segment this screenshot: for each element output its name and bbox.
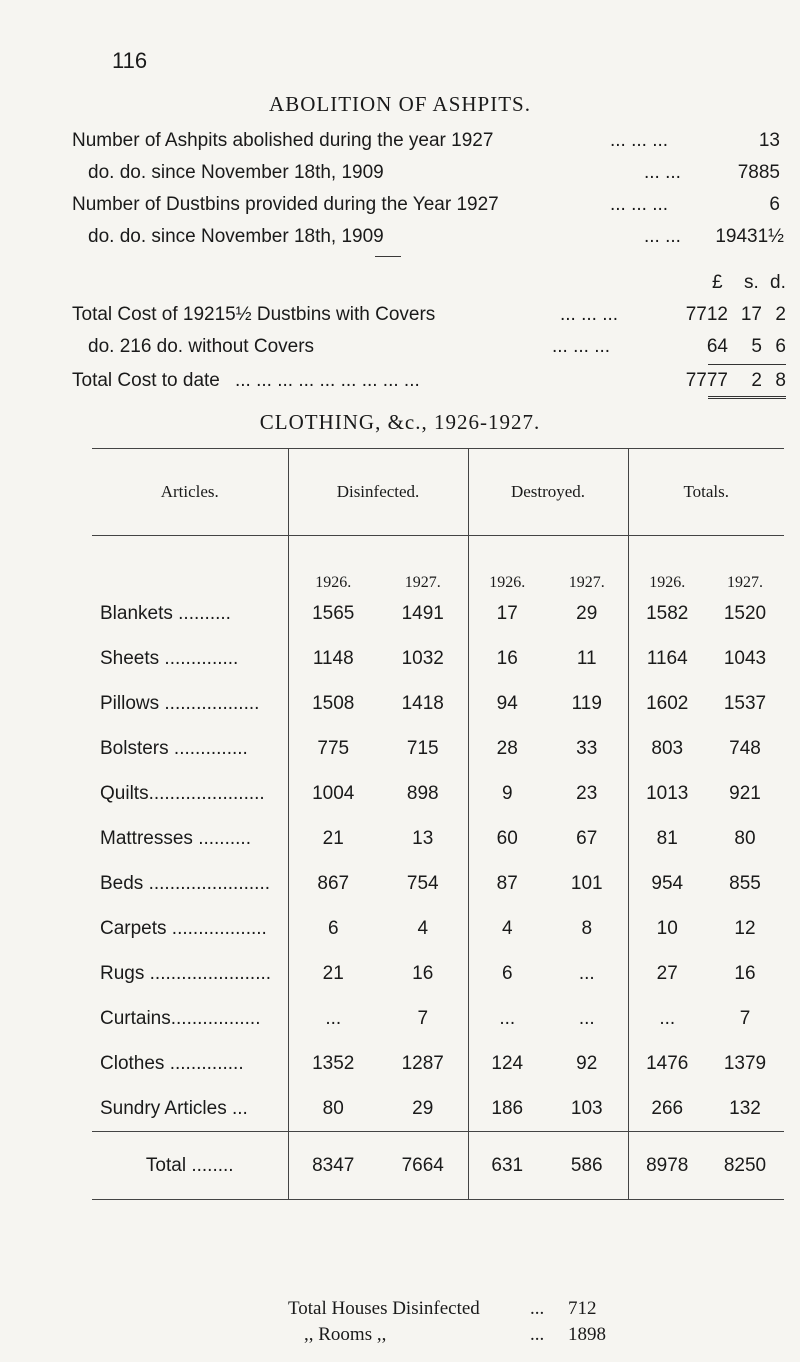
year-totals-1927: 1927. (727, 573, 763, 591)
table-cell: 21 (322, 828, 344, 849)
table-row (92, 772, 784, 817)
table-row (92, 727, 784, 772)
table-cell: ... (659, 1008, 676, 1029)
cost-line-1-pence: 2 (775, 304, 786, 325)
table-cell: 715 (378, 727, 468, 772)
table-cell: 29 (546, 592, 628, 637)
table-row (92, 1087, 784, 1132)
table-cell: 4 (378, 907, 468, 952)
article-label: Mattresses .......... (92, 817, 288, 862)
table-cell: 1043 (723, 648, 767, 669)
table-cell: 87 (496, 873, 518, 894)
table-cell: 803 (651, 738, 684, 759)
cost-line-1-label: Total Cost of 19215½ Dustbins with Covers (72, 304, 436, 325)
cost-total-dots: ... ... ... ... ... ... ... ... ... (235, 370, 420, 391)
ashpits-title: ABOLITION OF ASHPITS. (269, 92, 531, 116)
ashpits-line-1-value: 13 (758, 130, 780, 151)
table-cell: 92 (546, 1042, 628, 1087)
article-label: Clothes .............. (92, 1042, 288, 1087)
header-articles: Articles. (92, 449, 288, 536)
ashpits-line-4-dots: ... ... (644, 226, 681, 247)
table-cell: 67 (546, 817, 628, 862)
table-cell: 60 (496, 828, 518, 849)
table-cell: ... (546, 997, 628, 1042)
table-cell: 748 (729, 738, 761, 759)
table-cell: 80 (322, 1097, 344, 1119)
table-cell: 6 (327, 918, 339, 939)
table-row (92, 997, 784, 1042)
article-label: Quilts...................... (92, 772, 288, 817)
table-cell: 266 (651, 1097, 684, 1119)
year-destroyed-1926: 1926. (489, 573, 526, 591)
table-cell: 103 (546, 1087, 628, 1132)
table-cell: 921 (729, 783, 761, 804)
ashpits-line-3-dots: ... ... ... (610, 194, 669, 215)
total-value: 631 (468, 1132, 546, 1200)
table-cell: 16 (734, 963, 756, 984)
header-totals: Totals. (628, 449, 784, 536)
table-cell: 16 (378, 952, 468, 997)
year-disinfected-1927: 1927. (378, 536, 468, 592)
cost-line-1-pounds: 7712 (685, 304, 728, 325)
table-cell: 27 (656, 963, 678, 984)
table-cell: 1418 (378, 682, 468, 727)
table-cell: 124 (491, 1053, 524, 1074)
ashpits-line-4-label: do. do. since November 18th, 1909 (88, 226, 384, 247)
table-cell: 94 (496, 693, 518, 714)
year-row (92, 536, 784, 592)
cost-line-2-pounds: 64 (706, 336, 728, 357)
table-cell: 1491 (378, 592, 468, 637)
table-cell: 1352 (312, 1053, 355, 1074)
summary-houses-label: Total Houses Disinfected (288, 1298, 480, 1319)
table-cell: 1004 (312, 783, 355, 804)
ashpits-line-2-dots: ... ... (644, 162, 681, 183)
cost-line-1-dots: ... ... ... (560, 304, 619, 325)
article-label: Bolsters .............. (92, 727, 288, 772)
table-cell: 1537 (723, 693, 767, 714)
table-cell: 28 (496, 738, 518, 759)
table-cell: ... (546, 952, 628, 997)
table-cell: 12 (734, 918, 756, 939)
summary-rooms-label: ,, Rooms ,, (304, 1324, 387, 1345)
table-cell: 16 (496, 648, 518, 669)
cost-line-2-dots: ... ... ... (552, 336, 611, 357)
table-row (92, 907, 784, 952)
summary-houses-dots: ... (530, 1298, 545, 1319)
table-cell: ... (499, 1008, 516, 1029)
article-label: Sheets .............. (92, 637, 288, 682)
ashpits-line-1-label: Number of Ashpits abolished during the year 1927 (72, 130, 494, 151)
cost-subtotal-rule (708, 364, 786, 365)
table-cell: 21 (322, 963, 344, 984)
table-cell: 1520 (723, 603, 767, 624)
total-label: Total ........ (92, 1132, 288, 1200)
ashpits-line-2-value: 7885 (737, 162, 780, 183)
clothing-title: CLOTHING, &c., 1926-1927. (259, 410, 541, 434)
table-cell: 13 (378, 817, 468, 862)
header-destroyed: Destroyed. (468, 449, 628, 536)
article-label: Pillows .................. (92, 682, 288, 727)
table-cell: 855 (729, 873, 761, 894)
article-label: Sundry Articles ... (92, 1087, 288, 1132)
cost-total-label: Total Cost to date (72, 370, 220, 391)
table-cell: 867 (317, 873, 350, 894)
table-cell: 1582 (646, 603, 689, 624)
summary-rooms-value: 1898 (568, 1324, 606, 1345)
cost-total-pence: 8 (775, 370, 786, 391)
table-cell: 7 (739, 1008, 751, 1029)
table-cell: 80 (734, 828, 756, 849)
table-row (92, 592, 784, 637)
table-cell: 1476 (646, 1053, 689, 1074)
table-cell: 1032 (378, 637, 468, 682)
clothing-table (92, 448, 784, 1200)
page-number: 116 (112, 48, 148, 73)
table-cell: 29 (378, 1087, 468, 1132)
ashpits-line-2-label: do. do. since November 18th, 1909 (88, 162, 384, 183)
table-cell: 7 (378, 997, 468, 1042)
currency-shillings-header: s. (744, 272, 759, 293)
table-cell: 17 (496, 603, 518, 624)
table-cell: ... (325, 1008, 342, 1029)
total-value: 8250 (706, 1132, 784, 1200)
table-cell: 101 (546, 862, 628, 907)
table-cell: 954 (651, 873, 684, 894)
header-disinfected: Disinfected. (288, 449, 468, 536)
table-cell: 11 (546, 637, 628, 682)
ashpits-separator: —— (375, 248, 401, 263)
table-cell: 754 (378, 862, 468, 907)
summary-rooms-dots: ... (530, 1324, 545, 1345)
table-cell: 1164 (646, 648, 688, 669)
table-cell: 81 (656, 828, 678, 849)
table-cell: 775 (317, 738, 350, 759)
table-row (92, 817, 784, 862)
table-cell: 1287 (378, 1042, 468, 1087)
table-row (92, 1042, 784, 1087)
cost-total-rule (708, 396, 786, 399)
cost-total-pounds: 7777 (685, 370, 728, 391)
year-destroyed-1927: 1927. (546, 536, 628, 592)
table-row (92, 682, 784, 727)
table-cell: 1148 (312, 648, 354, 669)
cost-line-1-shillings: 17 (740, 304, 762, 325)
table-cell: 6 (501, 963, 513, 984)
table-cell: 1602 (646, 693, 689, 714)
cost-line-2-shillings: 5 (751, 336, 762, 357)
table-row (92, 637, 784, 682)
cost-line-2-pence: 6 (775, 336, 786, 357)
table-cell: 23 (546, 772, 628, 817)
year-totals-1926: 1926. (649, 573, 686, 591)
table-cell: 119 (546, 682, 628, 727)
article-label: Beds ....................... (92, 862, 288, 907)
table-cell: 1013 (646, 783, 689, 804)
total-value: 8978 (628, 1132, 706, 1200)
article-label: Blankets .......... (92, 592, 288, 637)
ashpits-line-3-value: 6 (769, 194, 780, 215)
cost-total-shillings: 2 (751, 370, 762, 391)
article-label: Curtains................. (92, 997, 288, 1042)
year-disinfected-1926: 1926. (315, 573, 352, 591)
summary-houses-value: 712 (568, 1298, 597, 1319)
table-cell: 9 (501, 783, 513, 804)
table-cell: 4 (501, 918, 513, 939)
total-row (92, 1132, 784, 1200)
article-label: Rugs ....................... (92, 952, 288, 997)
table-row (92, 862, 784, 907)
table-header-row (92, 449, 784, 536)
currency-pounds-header: £ (712, 272, 723, 293)
table-row (92, 952, 784, 997)
total-value: 586 (546, 1132, 628, 1200)
table-cell: 8 (546, 907, 628, 952)
table-cell: 186 (491, 1097, 524, 1119)
table-cell: 1508 (312, 693, 355, 714)
article-label: Carpets .................. (92, 907, 288, 952)
ashpits-line-1-dots: ... ... ... (610, 130, 669, 151)
ashpits-line-4-value: 19431½ (715, 226, 784, 247)
table-cell: 132 (729, 1097, 761, 1119)
cost-line-2-label: do. 216 do. without Covers (88, 336, 315, 357)
table-cell: 1379 (723, 1053, 767, 1074)
total-value: 8347 (288, 1132, 378, 1200)
table-cell: 33 (546, 727, 628, 772)
ashpits-line-3-label: Number of Dustbins provided during the Year 1927 (72, 194, 499, 215)
total-value: 7664 (378, 1132, 468, 1200)
table-cell: 1565 (312, 603, 355, 624)
currency-pence-header: d. (770, 272, 786, 293)
table-cell: 898 (378, 772, 468, 817)
table-cell: 10 (656, 918, 678, 939)
